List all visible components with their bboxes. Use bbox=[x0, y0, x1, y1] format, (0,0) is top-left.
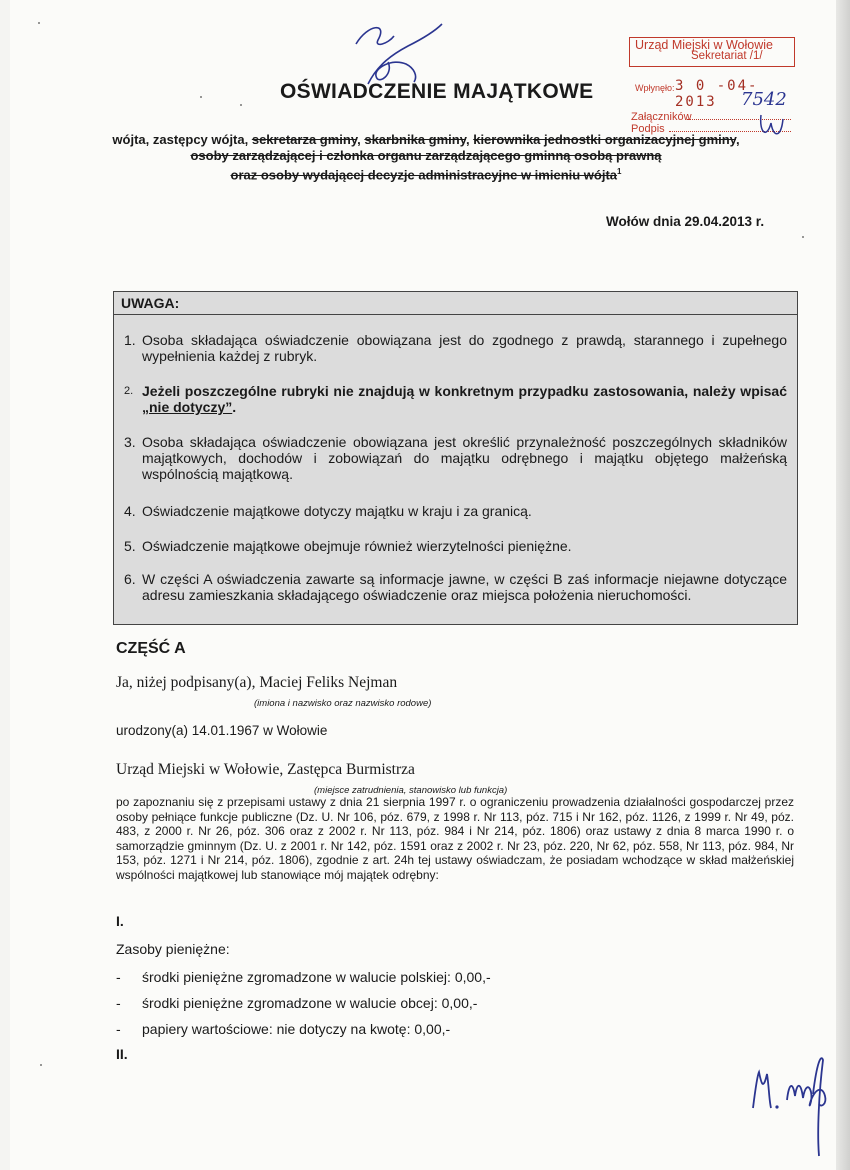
stamp-handwritten-number: 7542 bbox=[741, 89, 787, 110]
stamp-signature-label: Podpis bbox=[631, 123, 665, 135]
subtitle-line-1: wójta, zastępcy wójta, sekretarza gminy, skarbnika gminy, kierownika jednostki organizacyjnej gminy, bbox=[112, 132, 740, 147]
stamp-attachments-label: Załączników bbox=[631, 111, 692, 123]
stamp-date: 3 0 -04- 2013 bbox=[675, 78, 759, 110]
notice-item: 3. Osoba składająca oświadczenie obowiązana jest określić przynależność poszczególnych składników majątkowych, dochodów i zobowiązań do majątku odrębnego i majątku objętego małżeńską wspólnością majątkową. bbox=[124, 434, 787, 482]
document-page: OŚWIADCZENIE MAJĄTKOWE Urząd Miejski w Wołowie Sekretariat /1/ Wpłynęło: 3 0 -04- 2013 7542 Załączników Podpis wójta, zastępcy wójta, sekretarza gminy, skarbnika gminy, kierownika jednostki organizacyjnej gminy, osoby zarządzającej i członka organu zarządzającego gminną osobą prawną oraz osoby wydającej decyzje administracyjne w imieniu wójta$^1$ Wołów dnia 29.04.2013 r. UWAGA: 1. Osoba składająca oświadczenie obowiązana jest do zgodnego z prawdą, starannego i zupełnego wypełnienia każdej z rubryk. 2. Jeżeli poszczególne rubryki nie znajdują w konkretnym przypadku zastosowania, należy wpisać „nie dotyczy”. 3. Osoba składająca oświadczenie obowiązana jest określić przynależność poszczególnych składników majątkowych, dochodów i zobowiązań do majątku odrębnego i majątku objętego małżeńską wspólnością majątkową. 4. Oświadczenie majątkowe dotyczy majątku w kraju i za granicą. 5. Oświadczenie majątkowe obejmuje również wierzytelności pieniężne. 6. W części A oświadczenia zawarte są informacje jawne, w części B zaś informacje niejawne dotyczące adresu zamieszkania składającego oświadczenie oraz miejsca położenia nieruchomości. CZĘŚĆ A Ja, niżej podpisany(a), Maciej Feliks Nejman (imiona i nazwisko oraz nazwisko rodowe) urodzony(a) 14.01.1967 w Wołowie Urząd Miejski w Wołowie, Zastępca Burmistrza (miejsce zatrudnienia, stanowisko lub funkcja) po zapoznaniu się z przepisami ustawy z dnia 21 sierpnia 1997 r. o ograniczeniu prowadzenia działalności gospodarczej przez osoby pełniące funkcje publiczne (Dz. U. Nr 106, póz. 679, z 1998 r. Nr 113, póz. 715 i Nr 162, póz. 1126, z 1999 r. Nr 49, póz. 483, z 2000 r. Nr 26, póz. 306 oraz z 2002 r. Nr 113, póz. 984 i Nr 214, póz. 1806) oraz ustawy z dnia 8 marca 1990 r. o samorządzie gminnym (Dz. U. z 2001 r. Nr 142, póz. 1591 oraz z 2002 r. Nr 23, póz. 220, Nr 62, póz. 558, Nr 113, póz. 984, Nr 153, póz. 1271 i Nr 214, póz. 1806), zgodnie z art. 24h tej ustawy oświadczam, że posiadam wchodzące w skład małżeńskiej wspólności majątkowej lub stanowiące mój majątek odrębny: I. Zasoby pieniężne: - środki pieniężne zgromadzone w walucie polskiej: 0,00,- - środki pieniężne zgromadzone w walucie obcej: 0,00,- - papiery wartościowe: nie dotyczy na kwotę: 0,00,- II. bbox=[10, 0, 838, 1170]
cash-resources-heading: Zasoby pieniężne: bbox=[116, 941, 230, 957]
handwritten-signature bbox=[747, 1052, 847, 1162]
notice-box bbox=[113, 291, 798, 625]
stamp-handwritten-initial bbox=[757, 113, 787, 143]
subtitle-line-4: oraz osoby wydającej decyzje administracyjne w imieniu wójta$^1$ bbox=[230, 167, 622, 183]
notice-heading: UWAGA: bbox=[114, 292, 797, 315]
legal-paragraph: po zapoznaniu się z przepisami ustawy z dnia 21 sierpnia 1997 r. o ograniczeniu prowadzenia działalności gospodarczej przez osoby pełniące funkcje publiczne (Dz. U. Nr 106, póz. 679, z 1998 r. Nr 113, póz. 715 i Nr 162, póz. 1126, z 1999 r. Nr 49, póz. 483, z 2000 r. Nr 26, póz. 306 oraz z 2002 r. Nr 113, póz. 984 i Nr 214, póz. 1806) oraz ustawy z dnia 8 marca 1990 r. o samorządzie gminnym (Dz. U. z 2001 r. Nr 142, póz. 1591 oraz z 2002 r. Nr 23, póz. 220, Nr 62, póz. 558, Nr 113, póz. 984, Nr 153, póz. 1271 i Nr 214, póz. 1806), zgodnie z art. 24h tej ustawy oświadczam, że posiadam wchodzące w skład małżeńskiej wspólności majątkowej lub stanowiące mój majątek odrębny: bbox=[116, 795, 794, 882]
section-2-heading: II. bbox=[116, 1046, 128, 1062]
subtitle-line-3: osoby zarządzającej i członka organu zarządzającego gminną osobą prawną bbox=[190, 148, 662, 163]
notice-item: 1. Osoba składająca oświadczenie obowiązana jest do zgodnego z prawdą, starannego i zupełnego wypełnienia każdej z rubryk. bbox=[124, 332, 787, 364]
document-subtitle bbox=[106, 132, 746, 183]
document-title: OŚWIADCZENIE MAJĄTKOWE bbox=[280, 80, 594, 103]
declarant-line: Ja, niżej podpisany(a), Maciej Feliks Nejman bbox=[116, 674, 398, 691]
registry-stamp bbox=[629, 37, 795, 133]
notice-item: 6. W części A oświadczenia zawarte są informacje jawne, w części B zaś informacje niejawne dotyczące adresu zamieszkania składającego oświadczenie oraz miejsca położenia nieruchomości. bbox=[124, 571, 787, 603]
born-line: urodzony(a) 14.01.1967 w Wołowie bbox=[116, 723, 328, 738]
page-edge-shadow bbox=[836, 0, 850, 1170]
section-1-heading: I. bbox=[116, 913, 124, 929]
notice-item: 4. Oświadczenie majątkowe dotyczy majątku w kraju i za granicą. bbox=[124, 503, 532, 519]
stamp-office: Urząd Miejski w Wołowie bbox=[635, 38, 773, 52]
notice-item: 2. Jeżeli poszczególne rubryki nie znajdują w konkretnym przypadku zastosowania, należy wpisać „nie dotyczy”. bbox=[124, 383, 787, 415]
place-date: Wołów dnia 29.04.2013 r. bbox=[606, 214, 765, 229]
part-a-heading: CZĘŚĆ A bbox=[116, 640, 186, 657]
stamp-department: Sekretariat /1/ bbox=[691, 50, 763, 62]
employment-line: Urząd Miejski w Wołowie, Zastępca Burmistrza bbox=[116, 761, 415, 778]
caption-employment: (miejsce zatrudnienia, stanowisko lub funkcja) bbox=[314, 785, 508, 796]
notice-item: 5. Oświadczenie majątkowe obejmuje również wierzytelności pieniężne. bbox=[124, 538, 572, 554]
stamp-received-label: Wpłynęło: bbox=[635, 83, 675, 93]
caption-name: (imiona i nazwisko oraz nazwisko rodowe) bbox=[254, 698, 432, 709]
